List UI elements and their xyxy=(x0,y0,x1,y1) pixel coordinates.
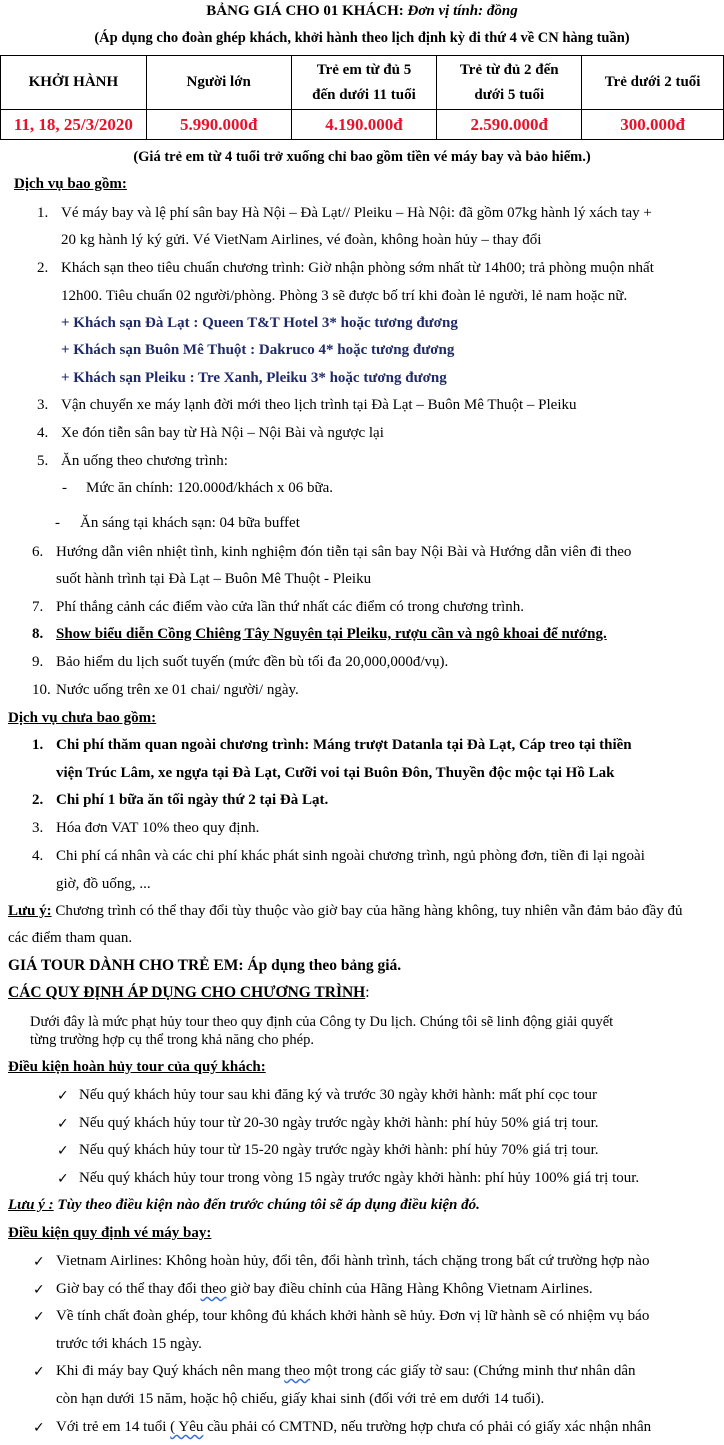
excluded-num-1: 1. xyxy=(32,737,44,753)
ticket-item-2-a: Giờ bay có thể thay đổi xyxy=(56,1281,201,1297)
included-item-3: Vận chuyển xe máy lạnh đời mới theo lịch trình tại Đà Lạt – Buôn Mê Thuột – Pleiku xyxy=(61,397,577,413)
ticket-item-4-b: theo xyxy=(284,1363,311,1379)
schedule-note xyxy=(8,903,683,920)
included-num-3: 3. xyxy=(37,397,49,413)
excluded-item-4-line1: Chi phí cá nhân và các chi phí khác phát sinh ngoài chương trình, ngủ phòng đơn, tiền đi lại ngoài xyxy=(56,848,645,864)
included-num-2: 2. xyxy=(37,260,49,276)
cancellation-item: Nếu quý khách hủy tour trong vòng 15 ngày trước ngày khởi hành: phí hủy 100% giá trị tour. xyxy=(79,1170,640,1186)
included-item-7: Phí thắng cảnh các điểm vào cửa lần thứ nhất các điểm có trong chương trình. xyxy=(56,599,525,615)
page-subtitle: (Áp dụng cho đoàn ghép khách, khởi hành theo lịch định kỳ đi thứ 4 về CN hàng tuần) xyxy=(94,30,630,46)
ticket-item-3-line2: trước tới khách 15 ngày. xyxy=(56,1336,202,1352)
header-child-2-5 xyxy=(437,56,582,110)
schedule-note-line2: các điểm tham quan. xyxy=(8,930,133,946)
included-num-8: 8. xyxy=(32,626,44,642)
included-num-1: 1. xyxy=(37,205,49,221)
excluded-item-3: Hóa đơn VAT 10% theo quy định. xyxy=(56,820,260,836)
included-heading: Dịch vụ bao gồm: xyxy=(14,176,127,192)
included-item-10: Nước uống trên xe 01 chai/ người/ ngày. xyxy=(56,682,299,698)
ticket-item-2-b: theo xyxy=(200,1281,227,1297)
excluded-item-1-line1: Chi phí thăm quan ngoài chương trình: Máng trượt Datanla tại Đà Lạt, Cáp treo tại thiền xyxy=(56,737,632,753)
departure-dates: 11, 18, 25/3/2020 xyxy=(1,110,147,140)
cancellation-item: Nếu quý khách hủy tour từ 20-30 ngày trước ngày khởi hành: phí hủy 50% giá trị tour. xyxy=(79,1115,599,1131)
included-item-5: Ăn uống theo chương trình: xyxy=(61,453,228,469)
rules-intro-line2: từng trường hợp cụ thể trong khả năng cho phép. xyxy=(30,1032,314,1048)
hotel-pleiku: + Khách sạn Pleiku : Tre Xanh, Pleiku 3* hoặc tương đương xyxy=(61,370,447,386)
meal-dash-2: - xyxy=(55,515,60,531)
rules-heading-text: CÁC QUY ĐỊNH ÁP DỤNG CHO CHƯƠNG TRÌNH xyxy=(8,984,366,1001)
included-num-9: 9. xyxy=(32,654,44,670)
excluded-item-1-line2: viện Trúc Lâm, xe ngựa tại Đà Lạt, Cưỡi voi tại Buôn Đôn, Thuyền độc mộc tại Hồ Lak xyxy=(56,765,615,781)
header-departure: KHỞI HÀNH xyxy=(1,56,147,110)
check-icon: ✓ xyxy=(33,1364,45,1380)
price-table xyxy=(0,55,724,140)
price-table-row xyxy=(1,110,724,140)
included-item-2-line1: Khách sạn theo tiêu chuẩn chương trình: Giờ nhận phòng sớm nhất từ 14h00; trả phòng muộn nhất xyxy=(61,260,654,276)
page-title xyxy=(0,3,724,20)
excluded-heading: Dịch vụ chưa bao gồm: xyxy=(8,710,157,726)
ticket-item-5-c: cầu phải có CMTND, nếu trường hợp chưa có phải có giấy xác nhận nhân xyxy=(203,1419,652,1435)
price-adult: 5.990.000đ xyxy=(146,110,291,140)
cancellation-note xyxy=(8,1197,480,1214)
included-item-9: Bảo hiểm du lịch suốt tuyến (mức đền bù tối đa 20,000,000đ/vụ). xyxy=(56,654,449,670)
title-unit: Đơn vị tính: đồng xyxy=(407,3,518,19)
rules-intro-line1: Dưới đây là mức phạt hủy tour theo quy định của Công ty Du lịch. Chúng tôi sẽ linh động giải quyết xyxy=(30,1014,614,1030)
ticket-item-2-c: giờ bay điều chỉnh của Hãng Hàng Không Vietnam Airlines. xyxy=(226,1281,593,1297)
included-item-6-line1: Hướng dẫn viên nhiệt tình, kinh nghiệm đón tiễn tại sân bay Nội Bài và Hướng dẫn viên đi theo xyxy=(56,544,632,560)
schedule-note-text: Chương trình có thể thay đổi tùy thuộc vào giờ bay của hãng hàng không, tuy nhiên vẫn đảm bảo đầy đủ xyxy=(51,903,683,919)
header-child-2-5-line2: dưới 5 tuổi xyxy=(474,86,545,103)
header-child-2-5-line1: Trẻ từ đủ 2 đến xyxy=(459,61,559,78)
ticket-item-4-line1 xyxy=(56,1363,636,1380)
excluded-num-2: 2. xyxy=(32,792,44,808)
price-note: (Giá trẻ em từ 4 tuổi trở xuống chỉ bao gồm tiền vé máy bay và bảo hiểm.) xyxy=(133,149,591,165)
header-adult: Người lớn xyxy=(146,56,291,110)
header-infant: Trẻ dưới 2 tuổi xyxy=(582,56,724,110)
hotel-buon-me-thuot: + Khách sạn Buôn Mê Thuột : Dakruco 4* hoặc tương đương xyxy=(61,342,455,358)
included-num-10: 10. xyxy=(32,682,51,698)
excluded-item-2: Chi phí 1 bữa ăn tối ngày thứ 2 tại Đà Lạt. xyxy=(56,792,329,808)
price-child-2-5: 2.590.000đ xyxy=(437,110,582,140)
included-num-7: 7. xyxy=(32,599,44,615)
ticket-item-5-a: Với trẻ em 14 tuổi xyxy=(56,1419,171,1435)
cancellation-item: Nếu quý khách hủy tour sau khi đăng ký và trước 30 ngày khởi hành: mất phí cọc tour xyxy=(79,1087,598,1103)
price-infant: 300.000đ xyxy=(582,110,724,140)
meal-main: Mức ăn chính: 120.000đ/khách x 06 bữa. xyxy=(86,480,334,496)
schedule-note-label: Lưu ý: xyxy=(8,903,52,919)
price-table-header-row xyxy=(1,56,724,110)
excluded-item-4-line2: giờ, đồ uống, ... xyxy=(56,876,151,892)
excluded-num-4: 4. xyxy=(32,848,44,864)
included-item-6-line2: suốt hành trình tại Đà Lạt – Buôn Mê Thuột - Pleiku xyxy=(56,571,372,587)
meal-dash-1: - xyxy=(62,480,67,496)
hotel-dalat: + Khách sạn Đà Lạt : Queen T&T Hotel 3* hoặc tương đương xyxy=(61,315,458,331)
included-item-1-line2: 20 kg hành lý ký gửi. Vé VietNam Airlines, vé đoàn, không hoàn hủy – thay đổi xyxy=(61,232,542,248)
meal-breakfast: Ăn sáng tại khách sạn: 04 bữa buffet xyxy=(80,515,300,531)
excluded-num-3: 3. xyxy=(32,820,44,836)
ticket-item-2 xyxy=(56,1281,593,1298)
ticket-item-5-b: ( Yêu xyxy=(170,1419,204,1435)
check-icon: ✓ xyxy=(33,1309,45,1325)
cancellation-note-text: Tùy theo điều kiện nào đến trước chúng tôi sẽ áp dụng điều kiện đó. xyxy=(53,1197,480,1213)
included-item-8: Show biểu diễn Cồng Chiêng Tây Nguyên tại Pleiku, rượu cần và ngô khoai để nướng. xyxy=(56,626,607,642)
check-icon: ✓ xyxy=(57,1116,69,1132)
header-child-5-11-line1: Trẻ em từ đủ 5 xyxy=(316,61,412,78)
included-item-2-line2: 12h00. Tiêu chuẩn 02 người/phòng. Phòng 3 sẽ được bố trí khi đoàn lẻ người, lẻ nam hoặc nữ. xyxy=(61,288,628,304)
check-icon: ✓ xyxy=(33,1420,45,1436)
cancellation-heading: Điều kiện hoàn hủy tour của quý khách: xyxy=(8,1059,266,1075)
check-icon: ✓ xyxy=(33,1254,45,1270)
header-child-5-11-line2: đến dưới 11 tuổi xyxy=(312,86,416,103)
title-bold: BẢNG GIÁ CHO 01 KHÁCH: xyxy=(206,3,408,19)
included-num-6: 6. xyxy=(32,544,44,560)
cancellation-item: Nếu quý khách hủy tour từ 15-20 ngày trước ngày khởi hành: phí hủy 70% giá trị tour. xyxy=(79,1142,599,1158)
ticket-item-4-a: Khi đi máy bay Quý khách nên mang xyxy=(56,1363,285,1379)
cancellation-note-label: Lưu ý : xyxy=(8,1197,54,1213)
included-num-5: 5. xyxy=(37,453,49,469)
check-icon: ✓ xyxy=(57,1171,69,1187)
ticket-item-1: Vietnam Airlines: Không hoàn hủy, đổi tên, đổi hành trình, tách chặng trong bất cứ trường hợp nào xyxy=(56,1253,650,1269)
ticket-item-3-line1: Về tính chất đoàn ghép, tour không đủ khách khởi hành sẽ hủy. Đơn vị lữ hành sẽ có nhiệm vụ báo xyxy=(56,1308,650,1324)
check-icon: ✓ xyxy=(57,1088,69,1104)
ticket-item-4-c: một trong các giấy tờ sau: (Chứng minh thư nhân dân xyxy=(310,1363,636,1379)
child-price-heading: GIÁ TOUR DÀNH CHO TRẺ EM: Áp dụng theo bảng giá. xyxy=(8,957,402,974)
price-child-5-11: 4.190.000đ xyxy=(291,110,437,140)
rules-heading-colon: : xyxy=(365,984,370,1001)
included-num-4: 4. xyxy=(37,425,49,441)
check-icon: ✓ xyxy=(57,1143,69,1159)
ticket-item-4-line2: còn hạn dưới 15 năm, hoặc hộ chiếu, giấy khai sinh (đối với trẻ em dưới 14 tuổi). xyxy=(56,1391,545,1407)
ticket-item-5 xyxy=(56,1419,651,1436)
rules-heading xyxy=(8,984,370,1002)
check-icon: ✓ xyxy=(33,1282,45,1298)
included-item-1-line1: Vé máy bay và lệ phí sân bay Hà Nội – Đà Lạt// Pleiku – Hà Nội: đã gồm 07kg hành lý xách tay + xyxy=(61,205,652,221)
included-item-4: Xe đón tiễn sân bay từ Hà Nội – Nội Bài và ngược lại xyxy=(61,425,384,441)
ticket-heading: Điều kiện quy định vé máy bay: xyxy=(8,1225,212,1241)
header-child-5-11 xyxy=(291,56,437,110)
